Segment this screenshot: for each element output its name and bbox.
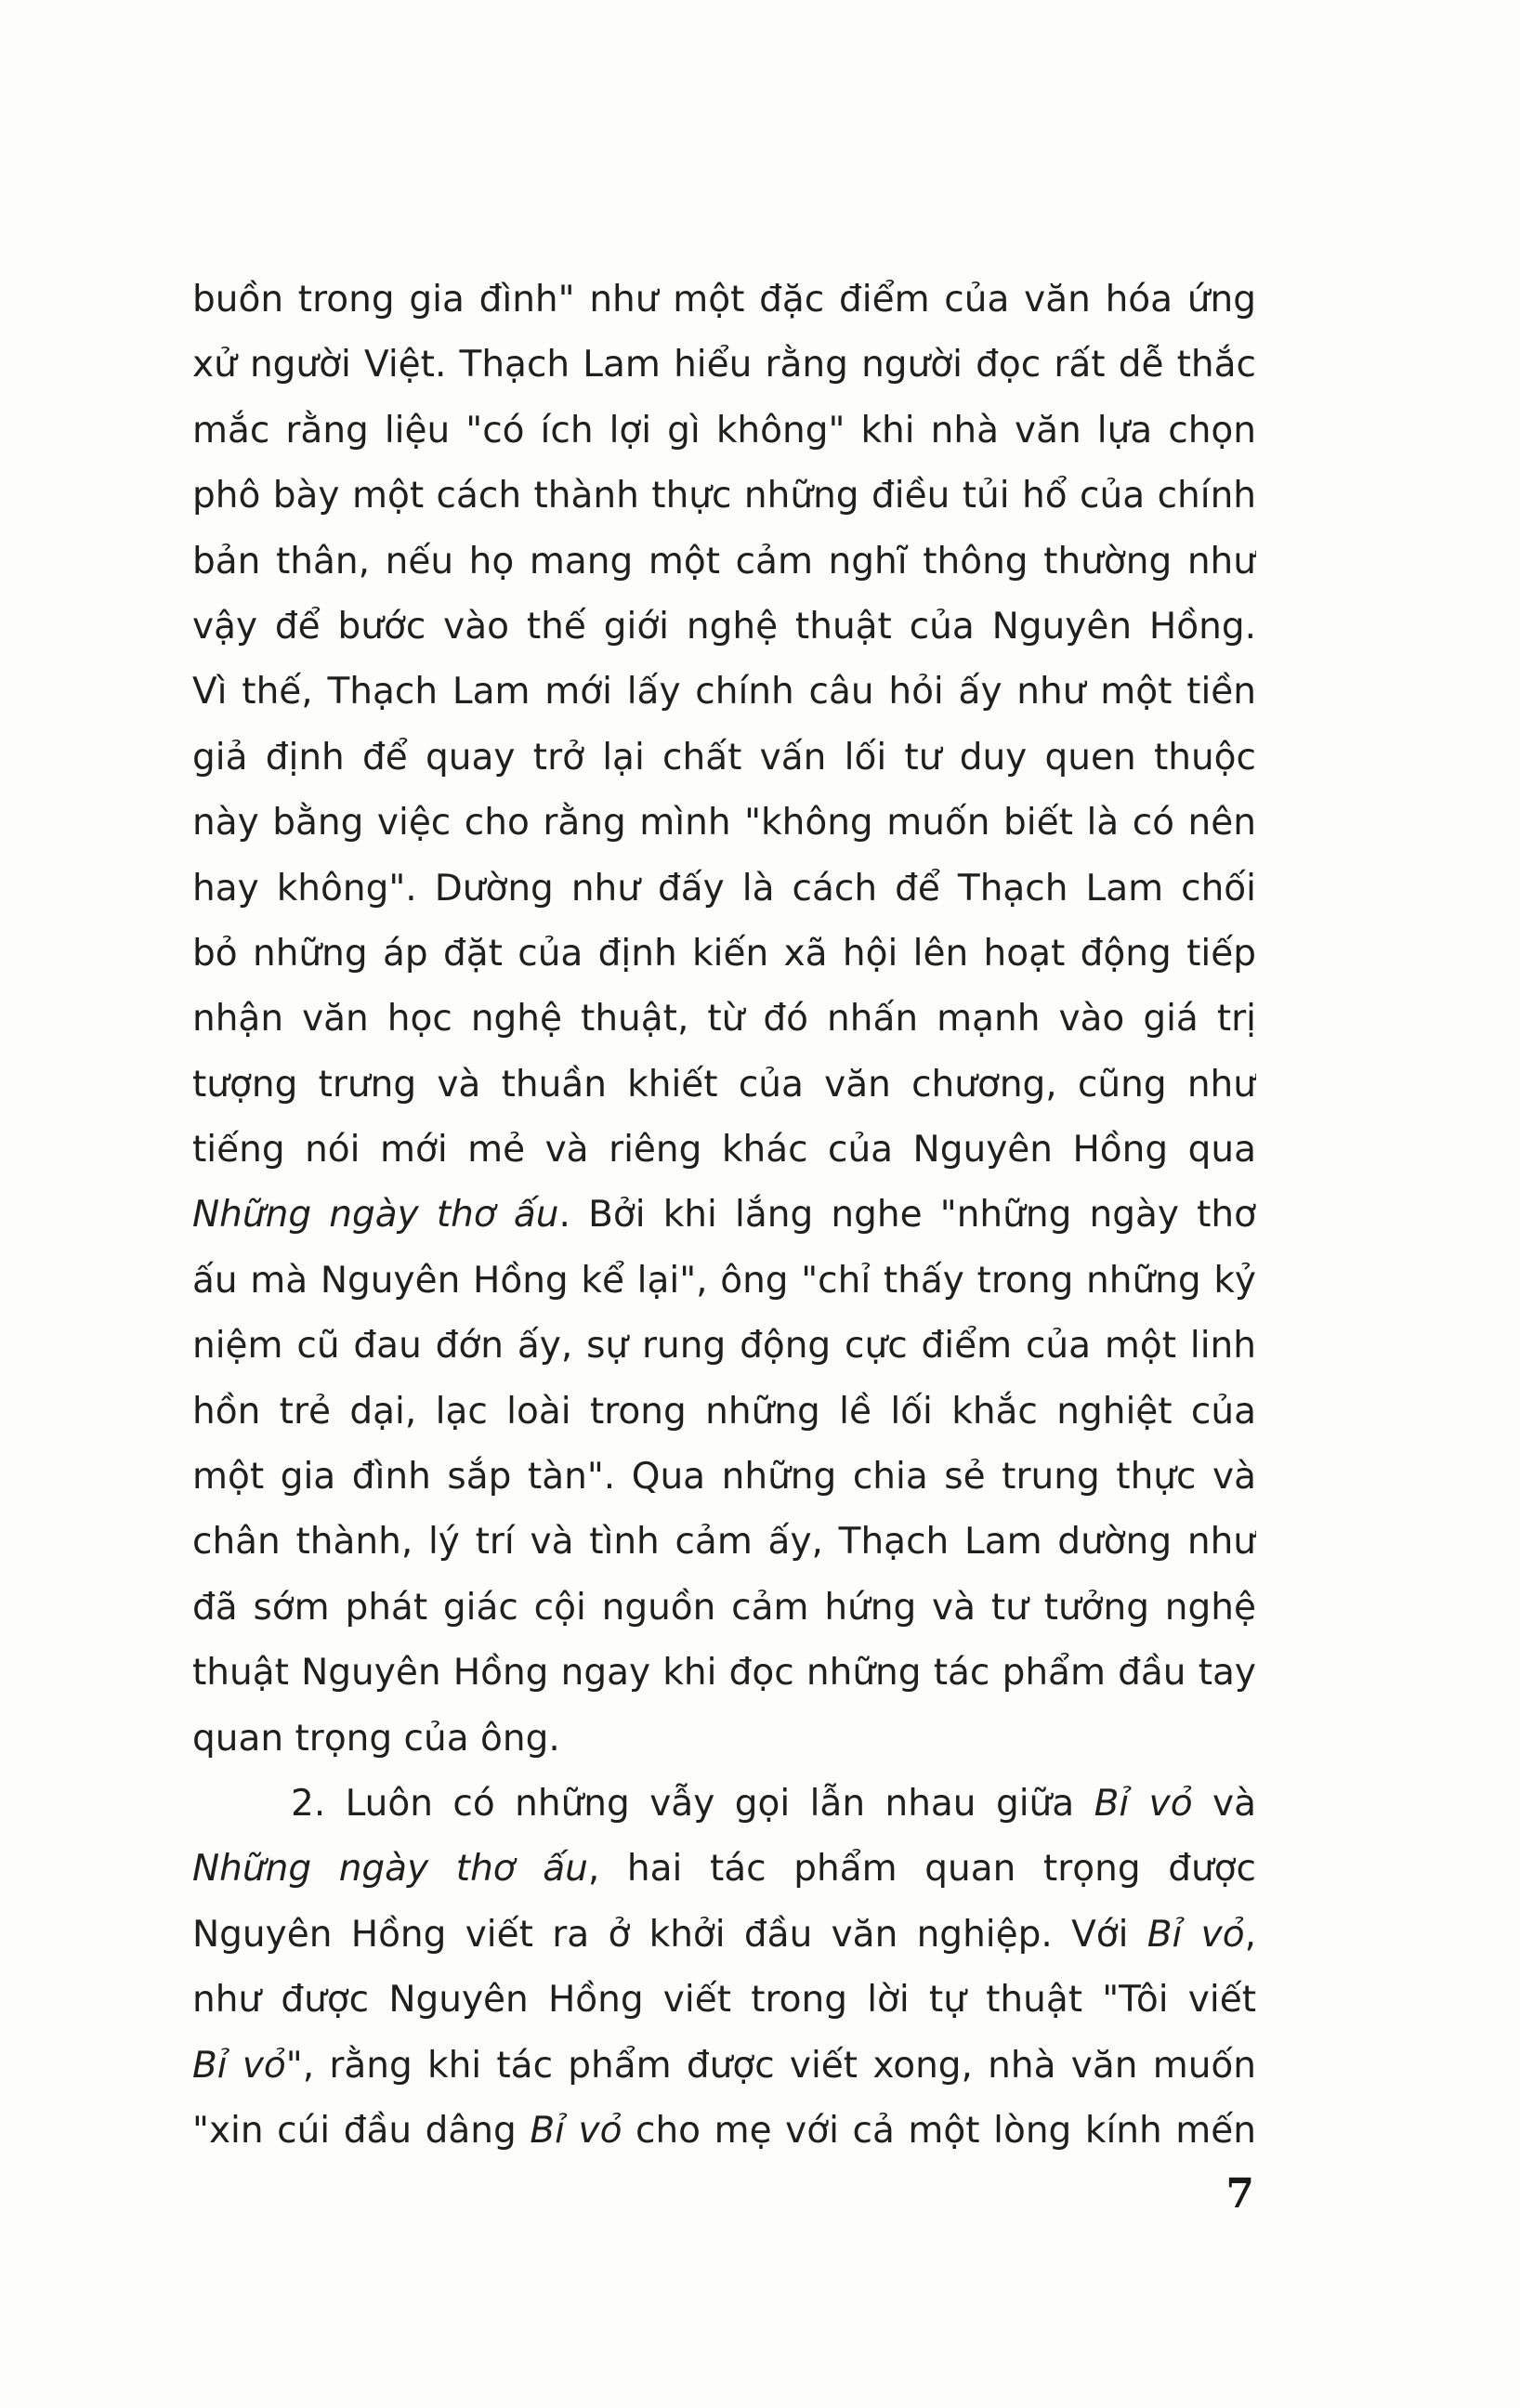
- text-line: hay không". Dường như đấy là cách để Thạch Lam chối: [192, 867, 1256, 910]
- text-line: Những ngày thơ ấu, hai tác phẩm quan trọng được: [192, 1848, 1256, 1891]
- body-text: [192, 268, 1256, 2164]
- text-line: giả định để quay trở lại chất vấn lối tư duy quen thuộc: [192, 736, 1256, 779]
- book-title: Bỉ vỏ: [1094, 1782, 1193, 1825]
- text-line: mắc rằng liệu "có ích lợi gì không" khi nhà văn lựa chọn: [192, 409, 1256, 452]
- text-line: quan trọng của ông.: [192, 1717, 560, 1760]
- text-line: vậy để bước vào thế giới nghệ thuật của Nguyên Hồng.: [192, 605, 1256, 648]
- text-line: ấu mà Nguyên Hồng kể lại", ông "chỉ thấy trong những kỷ: [192, 1259, 1256, 1302]
- book-title: Bỉ vỏ: [192, 2044, 286, 2087]
- text-line: Vì thế, Thạch Lam mới lấy chính câu hỏi ấy như một tiền: [192, 671, 1256, 713]
- text-line: phô bày một cách thành thực những điều tủi hổ của chính: [192, 475, 1256, 517]
- text-line: Nguyên Hồng viết ra ở khởi đầu văn nghiệp. Với Bỉ vỏ,: [192, 1913, 1256, 1956]
- text-line: như được Nguyên Hồng viết trong lời tự thuật "Tôi viết: [192, 1979, 1256, 2022]
- text-line: chân thành, lý trí và tình cảm ấy, Thạch Lam dường như: [192, 1521, 1256, 1564]
- text-line: niệm cũ đau đớn ấy, sự rung động cực điểm của một linh: [192, 1325, 1256, 1368]
- text-line: này bằng việc cho rằng mình "không muốn biết là có nên: [192, 802, 1256, 844]
- book-title: Những ngày thơ ấu: [192, 1848, 588, 1891]
- text-line: bỏ những áp đặt của định kiến xã hội lên hoạt động tiếp: [192, 932, 1256, 975]
- text-line: "xin cúi đầu dâng Bỉ vỏ cho mẹ với cả một lòng kính mến: [192, 2109, 1256, 2152]
- text-line: 2. Luôn có những vẫy gọi lẫn nhau giữa Bỉ vỏ và: [291, 1782, 1256, 1825]
- text-line: Những ngày thơ ấu. Bởi khi lắng nghe "những ngày thơ: [192, 1194, 1256, 1237]
- text-line: hồn trẻ dại, lạc loài trong những lề lối khắc nghiệt của: [192, 1390, 1256, 1433]
- book-title: Bỉ vỏ: [530, 2109, 622, 2152]
- text-line: tượng trưng và thuần khiết của văn chương, cũng như: [192, 1063, 1256, 1106]
- text-line: nhận văn học nghệ thuật, từ đó nhấn mạnh vào giá trị: [192, 998, 1256, 1040]
- text-line: đã sớm phát giác cội nguồn cảm hứng và tư tưởng nghệ: [192, 1586, 1256, 1629]
- text-line: xử người Việt. Thạch Lam hiểu rằng người đọc rất dễ thắc: [192, 344, 1256, 386]
- page-number: 7: [1225, 2170, 1254, 2218]
- book-title: Bỉ vỏ: [1147, 1913, 1245, 1956]
- text-line: một gia đình sắp tàn". Qua những chia sẻ trung thực và: [192, 1456, 1256, 1498]
- text-line: bản thân, nếu họ mang một cảm nghĩ thông thường như: [192, 540, 1256, 582]
- text-line: Bỉ vỏ", rằng khi tác phẩm được viết xong, nhà văn muốn: [192, 2044, 1256, 2087]
- book-title: Những ngày thơ ấu: [192, 1194, 559, 1237]
- text-line: buồn trong gia đình" như một đặc điểm của văn hóa ứng: [192, 279, 1256, 321]
- text-line: tiếng nói mới mẻ và riêng khác của Nguyên Hồng qua: [192, 1129, 1256, 1171]
- text-line: thuật Nguyên Hồng ngay khi đọc những tác phẩm đầu tay: [192, 1652, 1256, 1695]
